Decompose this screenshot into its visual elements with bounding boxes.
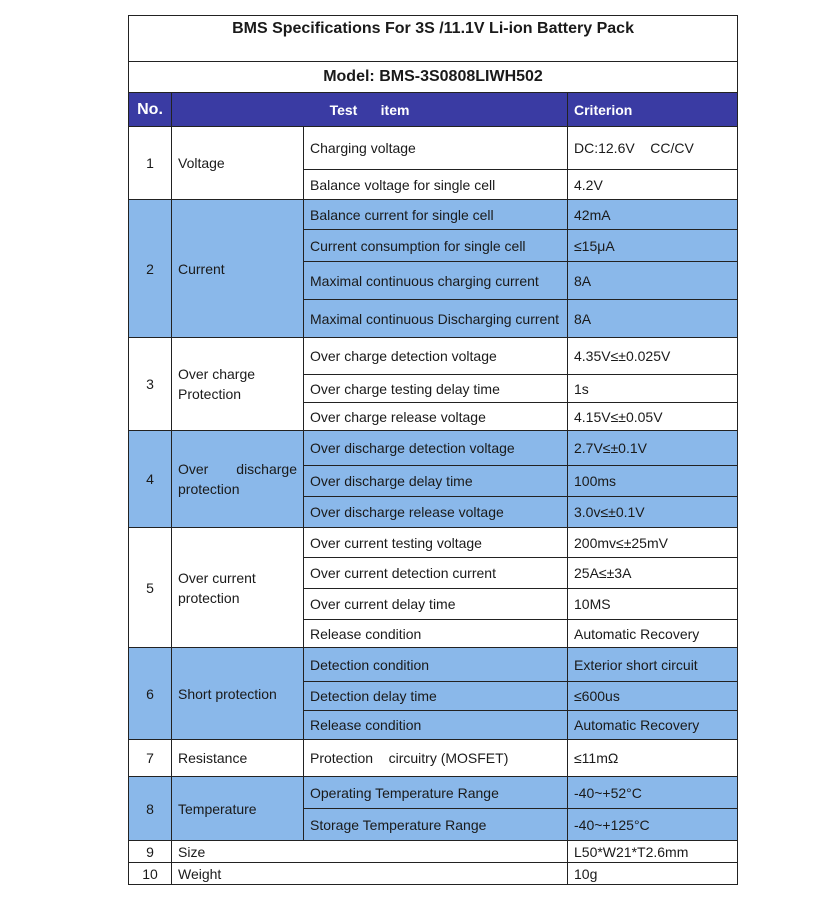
criterion-value: 8A (568, 300, 738, 338)
group-number: 8 (129, 777, 172, 841)
group-name: Weight (172, 863, 568, 885)
criterion-value: ≤600us (568, 682, 738, 711)
group-name: Over current protection (172, 528, 304, 648)
criterion-value: 2.7V≤±0.1V (568, 431, 738, 466)
criterion-value: 42mA (568, 200, 738, 230)
spec-table (128, 15, 738, 885)
test-item: Detection delay time (304, 682, 568, 711)
group-number: 3 (129, 338, 172, 431)
criterion-value: -40~+52°C (568, 777, 738, 809)
criterion-value: 8A (568, 262, 738, 300)
test-item: Maximal continuous Discharging current (304, 300, 568, 338)
criterion-value: -40~+125°C (568, 809, 738, 841)
header-row (129, 93, 738, 127)
criterion-value: 10MS (568, 589, 738, 620)
spec-row (129, 528, 738, 558)
test-item: Over charge release voltage (304, 403, 568, 431)
model-label: Model: BMS-3S0808LIWH502 (129, 62, 738, 93)
test-item: Protection circuitry (MOSFET) (304, 740, 568, 777)
group-name: Resistance (172, 740, 304, 777)
group-number: 10 (129, 863, 172, 885)
test-item: Balance current for single cell (304, 200, 568, 230)
criterion-value: L50*W21*T2.6mm (568, 841, 738, 863)
group-number: 7 (129, 740, 172, 777)
test-item: Storage Temperature Range (304, 809, 568, 841)
group-name: Short protection (172, 648, 304, 740)
test-item: Operating Temperature Range (304, 777, 568, 809)
criterion-value: 200mv≤±25mV (568, 528, 738, 558)
test-item: Release condition (304, 711, 568, 740)
criterion-value: 100ms (568, 466, 738, 497)
criterion-value: 1s (568, 375, 738, 403)
group-number: 2 (129, 200, 172, 338)
spec-row (129, 431, 738, 466)
sheet-title: BMS Specifications For 3S /11.1V Li-ion Battery Pack (129, 16, 738, 62)
test-item: Release condition (304, 620, 568, 648)
test-item: Over current testing voltage (304, 528, 568, 558)
criterion-value: Automatic Recovery (568, 711, 738, 740)
criterion-value: 25A≤±3A (568, 558, 738, 589)
group-name: Voltage (172, 127, 304, 200)
spec-row (129, 200, 738, 230)
group-number: 6 (129, 648, 172, 740)
group-number: 9 (129, 841, 172, 863)
test-item: Over current delay time (304, 589, 568, 620)
criterion-value: 4.15V≤±0.05V (568, 403, 738, 431)
spec-row (129, 740, 738, 777)
criterion-value: Automatic Recovery (568, 620, 738, 648)
criterion-value: ≤15μA (568, 230, 738, 262)
test-item: Over charge detection voltage (304, 338, 568, 375)
test-item: Over discharge release voltage (304, 497, 568, 528)
header-test-item: Test item (172, 93, 568, 127)
spec-row (129, 648, 738, 682)
test-item: Charging voltage (304, 127, 568, 170)
spec-row (129, 841, 738, 863)
spec-row (129, 338, 738, 375)
spec-sheet (128, 15, 737, 885)
group-number: 1 (129, 127, 172, 200)
criterion-value: ≤11mΩ (568, 740, 738, 777)
group-name: Size (172, 841, 568, 863)
spec-row (129, 863, 738, 885)
test-item: Balance voltage for single cell (304, 170, 568, 200)
criterion-value: Exterior short circuit (568, 648, 738, 682)
group-number: 4 (129, 431, 172, 528)
group-name: Current (172, 200, 304, 338)
header-criterion: Criterion (568, 93, 738, 127)
group-name: Temperature (172, 777, 304, 841)
test-item: Maximal continuous charging current (304, 262, 568, 300)
title-row (129, 16, 738, 62)
test-item: Detection condition (304, 648, 568, 682)
test-item: Over charge testing delay time (304, 375, 568, 403)
header-no: No. (129, 93, 172, 127)
criterion-value: DC:12.6V CC/CV (568, 127, 738, 170)
model-row (129, 62, 738, 93)
criterion-value: 3.0v≤±0.1V (568, 497, 738, 528)
test-item: Over discharge detection voltage (304, 431, 568, 466)
group-number: 5 (129, 528, 172, 648)
spec-row (129, 777, 738, 809)
test-item: Over discharge delay time (304, 466, 568, 497)
spec-row (129, 127, 738, 170)
test-item: Current consumption for single cell (304, 230, 568, 262)
criterion-value: 4.35V≤±0.025V (568, 338, 738, 375)
criterion-value: 4.2V (568, 170, 738, 200)
test-item: Over current detection current (304, 558, 568, 589)
group-name: Over discharge protection (172, 431, 304, 528)
criterion-value: 10g (568, 863, 738, 885)
group-name: Over charge Protection (172, 338, 304, 431)
